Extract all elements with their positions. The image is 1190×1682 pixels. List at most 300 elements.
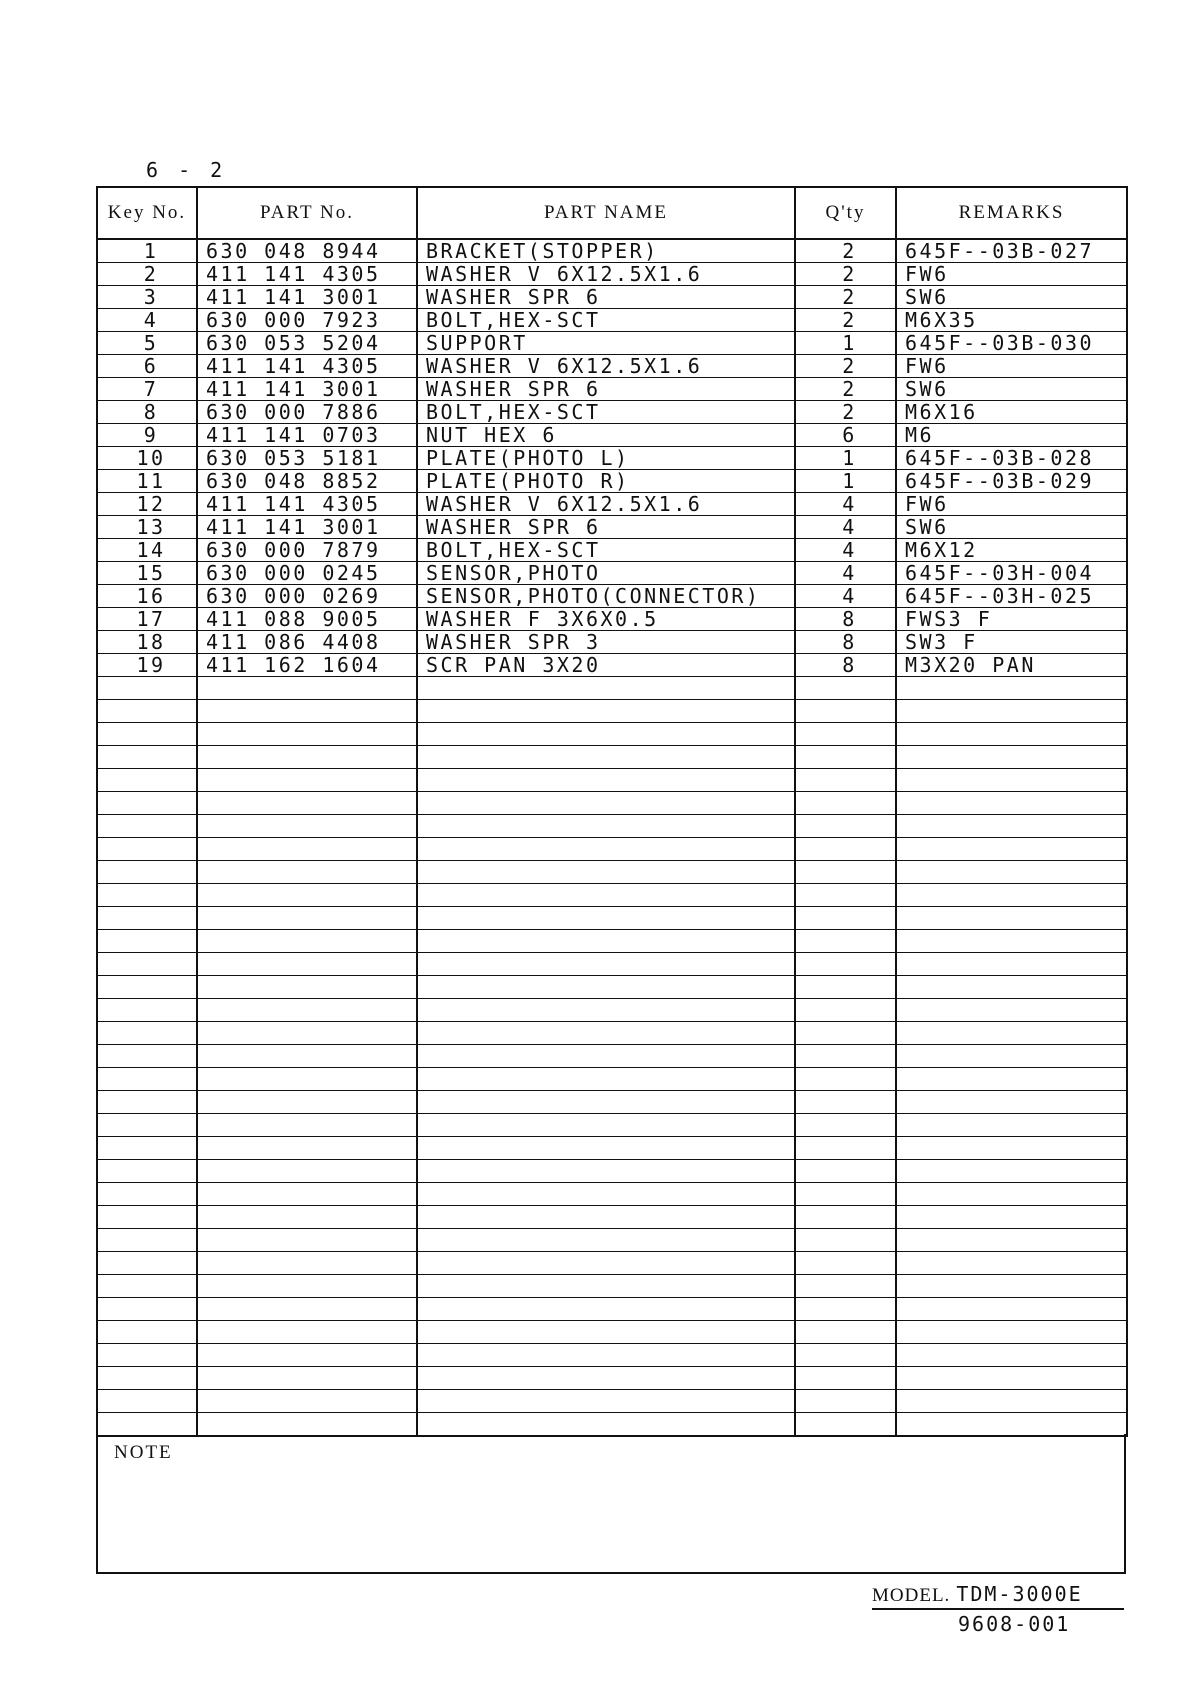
cell-part-no: 411 162 1604 <box>197 654 417 677</box>
model-label: MODEL. <box>872 1585 951 1606</box>
cell-part-no <box>197 1321 417 1344</box>
cell-part-no: 411 141 3001 <box>197 516 417 539</box>
cell-part-name: SENSOR,PHOTO <box>417 562 795 585</box>
cell-qty: 4 <box>795 539 896 562</box>
cell-qty <box>795 677 896 700</box>
cell-qty <box>795 1068 896 1091</box>
table-row <box>97 424 1127 447</box>
cell-key-no <box>97 815 197 838</box>
cell-part-no <box>197 1160 417 1183</box>
cell-remarks <box>896 953 1127 976</box>
cell-qty: 1 <box>795 447 896 470</box>
table-row <box>97 286 1127 309</box>
table-row <box>97 401 1127 424</box>
cell-part-no <box>197 1252 417 1275</box>
table-row <box>97 1252 1127 1275</box>
cell-qty <box>795 1321 896 1344</box>
cell-remarks: SW6 <box>896 286 1127 309</box>
cell-remarks: M3X20 PAN <box>896 654 1127 677</box>
cell-part-no <box>197 700 417 723</box>
cell-key-no <box>97 838 197 861</box>
cell-part-name <box>417 884 795 907</box>
cell-remarks <box>896 1275 1127 1298</box>
cell-qty: 2 <box>795 263 896 286</box>
cell-qty <box>795 1045 896 1068</box>
cell-qty: 8 <box>795 631 896 654</box>
cell-qty <box>795 1183 896 1206</box>
cell-remarks: SW6 <box>896 516 1127 539</box>
table-row <box>97 1068 1127 1091</box>
cell-part-name <box>417 1114 795 1137</box>
cell-qty <box>795 1298 896 1321</box>
cell-qty <box>795 838 896 861</box>
cell-key-no: 18 <box>97 631 197 654</box>
cell-qty <box>795 1091 896 1114</box>
cell-part-name <box>417 769 795 792</box>
cell-part-name <box>417 723 795 746</box>
cell-remarks <box>896 1344 1127 1367</box>
cell-part-name <box>417 1321 795 1344</box>
cell-part-no: 630 000 0245 <box>197 562 417 585</box>
table-row <box>97 493 1127 516</box>
cell-remarks <box>896 1114 1127 1137</box>
cell-part-no <box>197 1298 417 1321</box>
cell-part-name: NUT HEX 6 <box>417 424 795 447</box>
cell-part-no <box>197 861 417 884</box>
cell-part-name: BOLT,HEX-SCT <box>417 309 795 332</box>
cell-remarks <box>896 746 1127 769</box>
cell-part-name <box>417 1091 795 1114</box>
cell-part-name <box>417 1183 795 1206</box>
cell-qty <box>795 815 896 838</box>
cell-key-no <box>97 976 197 999</box>
cell-remarks <box>896 1091 1127 1114</box>
cell-qty <box>795 1229 896 1252</box>
cell-key-no: 16 <box>97 585 197 608</box>
cell-part-no <box>197 1229 417 1252</box>
cell-remarks <box>896 999 1127 1022</box>
cell-remarks <box>896 907 1127 930</box>
cell-part-no <box>197 1091 417 1114</box>
cell-part-no <box>197 1137 417 1160</box>
cell-part-name <box>417 746 795 769</box>
cell-part-name <box>417 930 795 953</box>
cell-key-no <box>97 1206 197 1229</box>
cell-remarks <box>896 1022 1127 1045</box>
cell-part-no <box>197 953 417 976</box>
cell-key-no <box>97 1275 197 1298</box>
cell-part-name: SENSOR,PHOTO(CONNECTOR) <box>417 585 795 608</box>
cell-qty <box>795 1367 896 1390</box>
table-row <box>97 585 1127 608</box>
cell-remarks: 645F--03B-028 <box>896 447 1127 470</box>
cell-part-no <box>197 792 417 815</box>
cell-part-name: BOLT,HEX-SCT <box>417 401 795 424</box>
cell-key-no <box>97 930 197 953</box>
table-row <box>97 654 1127 677</box>
cell-remarks <box>896 677 1127 700</box>
cell-key-no <box>97 1298 197 1321</box>
cell-key-no <box>97 700 197 723</box>
cell-part-no: 411 088 9005 <box>197 608 417 631</box>
cell-part-name <box>417 677 795 700</box>
cell-remarks <box>896 1229 1127 1252</box>
cell-qty <box>795 1160 896 1183</box>
cell-key-no <box>97 999 197 1022</box>
cell-part-no <box>197 999 417 1022</box>
table-row <box>97 976 1127 999</box>
table-row <box>97 884 1127 907</box>
cell-part-name <box>417 1344 795 1367</box>
cell-part-no <box>197 1367 417 1390</box>
cell-key-no: 15 <box>97 562 197 585</box>
cell-part-name <box>417 1160 795 1183</box>
table-header-row <box>97 187 1127 239</box>
cell-remarks <box>896 769 1127 792</box>
cell-part-name <box>417 1022 795 1045</box>
cell-key-no <box>97 1160 197 1183</box>
cell-remarks <box>896 1252 1127 1275</box>
cell-qty: 4 <box>795 562 896 585</box>
cell-part-no: 411 141 0703 <box>197 424 417 447</box>
cell-part-name <box>417 1137 795 1160</box>
table-row <box>97 1298 1127 1321</box>
cell-qty: 6 <box>795 424 896 447</box>
cell-part-name: WASHER V 6X12.5X1.6 <box>417 355 795 378</box>
cell-qty <box>795 1114 896 1137</box>
cell-key-no <box>97 1413 197 1437</box>
cell-part-no: 411 141 4305 <box>197 493 417 516</box>
cell-part-no: 411 141 3001 <box>197 286 417 309</box>
table-row <box>97 723 1127 746</box>
cell-part-name <box>417 976 795 999</box>
cell-remarks: SW6 <box>896 378 1127 401</box>
cell-part-name: PLATE(PHOTO L) <box>417 447 795 470</box>
header-key-no: Key No. <box>97 187 197 239</box>
cell-qty <box>795 700 896 723</box>
table-row <box>97 1045 1127 1068</box>
cell-part-name <box>417 1275 795 1298</box>
cell-part-no <box>197 723 417 746</box>
cell-part-no: 630 000 7886 <box>197 401 417 424</box>
cell-key-no: 17 <box>97 608 197 631</box>
cell-part-no <box>197 907 417 930</box>
cell-qty: 2 <box>795 286 896 309</box>
cell-qty: 4 <box>795 585 896 608</box>
cell-key-no <box>97 1367 197 1390</box>
cell-part-name <box>417 700 795 723</box>
cell-key-no: 3 <box>97 286 197 309</box>
cell-key-no <box>97 677 197 700</box>
cell-key-no: 6 <box>97 355 197 378</box>
table-row <box>97 677 1127 700</box>
cell-part-no: 630 053 5204 <box>197 332 417 355</box>
cell-part-no: 411 086 4408 <box>197 631 417 654</box>
table-row <box>97 239 1127 263</box>
cell-part-no <box>197 1183 417 1206</box>
cell-part-name <box>417 861 795 884</box>
cell-qty <box>795 999 896 1022</box>
cell-key-no <box>97 1068 197 1091</box>
model-line <box>872 1582 1124 1610</box>
cell-remarks: 645F--03B-029 <box>896 470 1127 493</box>
table-row <box>97 930 1127 953</box>
table-row <box>97 1183 1127 1206</box>
cell-qty <box>795 1206 896 1229</box>
cell-part-no <box>197 1114 417 1137</box>
cell-part-no <box>197 769 417 792</box>
cell-key-no: 4 <box>97 309 197 332</box>
cell-key-no: 2 <box>97 263 197 286</box>
cell-part-no <box>197 815 417 838</box>
cell-part-name: WASHER F 3X6X0.5 <box>417 608 795 631</box>
cell-part-no <box>197 1344 417 1367</box>
cell-key-no: 7 <box>97 378 197 401</box>
cell-qty: 4 <box>795 493 896 516</box>
cell-part-name <box>417 907 795 930</box>
table-row <box>97 1160 1127 1183</box>
cell-remarks <box>896 1390 1127 1413</box>
table-row <box>97 1367 1127 1390</box>
table-row <box>97 746 1127 769</box>
table-row <box>97 539 1127 562</box>
cell-remarks <box>896 838 1127 861</box>
cell-qty <box>795 1252 896 1275</box>
cell-remarks <box>896 1045 1127 1068</box>
table-row <box>97 769 1127 792</box>
cell-key-no <box>97 884 197 907</box>
cell-part-no <box>197 1413 417 1437</box>
cell-part-name: WASHER SPR 6 <box>417 378 795 401</box>
cell-key-no <box>97 1252 197 1275</box>
cell-qty <box>795 953 896 976</box>
cell-qty <box>795 1413 896 1437</box>
parts-table <box>96 186 1128 1437</box>
cell-remarks <box>896 815 1127 838</box>
cell-part-name <box>417 1413 795 1437</box>
cell-remarks <box>896 1068 1127 1091</box>
cell-remarks <box>896 1183 1127 1206</box>
cell-remarks <box>896 1367 1127 1390</box>
table-row <box>97 631 1127 654</box>
cell-part-name <box>417 1390 795 1413</box>
cell-part-no <box>197 746 417 769</box>
header-part-name: PART NAME <box>417 187 795 239</box>
cell-qty <box>795 884 896 907</box>
table-row <box>97 792 1127 815</box>
cell-part-no <box>197 884 417 907</box>
table-row <box>97 378 1127 401</box>
cell-remarks: M6X16 <box>896 401 1127 424</box>
cell-part-no: 630 000 0269 <box>197 585 417 608</box>
cell-remarks: M6X35 <box>896 309 1127 332</box>
cell-qty <box>795 930 896 953</box>
cell-key-no <box>97 1321 197 1344</box>
cell-part-name <box>417 999 795 1022</box>
cell-qty: 1 <box>795 332 896 355</box>
cell-part-no <box>197 1275 417 1298</box>
table-row <box>97 861 1127 884</box>
document-code: 9608-001 <box>958 1612 1071 1636</box>
table-row <box>97 1091 1127 1114</box>
cell-qty: 1 <box>795 470 896 493</box>
cell-key-no <box>97 1229 197 1252</box>
cell-part-name: WASHER SPR 3 <box>417 631 795 654</box>
cell-remarks <box>896 1137 1127 1160</box>
table-row <box>97 1344 1127 1367</box>
table-row <box>97 907 1127 930</box>
cell-qty <box>795 746 896 769</box>
cell-key-no: 5 <box>97 332 197 355</box>
cell-key-no <box>97 1344 197 1367</box>
cell-part-name: WASHER V 6X12.5X1.6 <box>417 493 795 516</box>
table-row <box>97 1137 1127 1160</box>
table-row <box>97 838 1127 861</box>
cell-part-name: SUPPORT <box>417 332 795 355</box>
cell-part-name: PLATE(PHOTO R) <box>417 470 795 493</box>
cell-part-no <box>197 976 417 999</box>
note-box <box>96 1434 1126 1574</box>
cell-qty <box>795 723 896 746</box>
cell-qty: 2 <box>795 355 896 378</box>
cell-part-no: 411 141 4305 <box>197 263 417 286</box>
cell-remarks: FWS3 F <box>896 608 1127 631</box>
cell-part-name: BRACKET(STOPPER) <box>417 239 795 263</box>
cell-part-name: BOLT,HEX-SCT <box>417 539 795 562</box>
cell-part-name: WASHER SPR 6 <box>417 286 795 309</box>
cell-qty <box>795 1390 896 1413</box>
cell-part-name <box>417 1367 795 1390</box>
cell-remarks: 645F--03B-027 <box>896 239 1127 263</box>
cell-remarks <box>896 723 1127 746</box>
cell-qty <box>795 976 896 999</box>
cell-remarks <box>896 700 1127 723</box>
table-row <box>97 953 1127 976</box>
cell-qty: 8 <box>795 608 896 631</box>
cell-key-no: 10 <box>97 447 197 470</box>
cell-part-name: WASHER SPR 6 <box>417 516 795 539</box>
table-row <box>97 355 1127 378</box>
cell-part-no <box>197 1390 417 1413</box>
cell-part-name <box>417 1045 795 1068</box>
cell-qty <box>795 861 896 884</box>
cell-key-no: 8 <box>97 401 197 424</box>
cell-key-no: 11 <box>97 470 197 493</box>
cell-remarks: SW3 F <box>896 631 1127 654</box>
cell-key-no <box>97 792 197 815</box>
cell-qty <box>795 769 896 792</box>
cell-part-no: 630 048 8944 <box>197 239 417 263</box>
cell-key-no <box>97 1114 197 1137</box>
cell-key-no <box>97 953 197 976</box>
cell-part-no <box>197 1045 417 1068</box>
cell-remarks <box>896 976 1127 999</box>
cell-qty: 2 <box>795 378 896 401</box>
table-row <box>97 1275 1127 1298</box>
cell-remarks <box>896 1298 1127 1321</box>
cell-key-no <box>97 769 197 792</box>
cell-part-no <box>197 1022 417 1045</box>
cell-part-name <box>417 953 795 976</box>
cell-part-name: SCR PAN 3X20 <box>417 654 795 677</box>
table-row <box>97 1413 1127 1437</box>
cell-key-no <box>97 907 197 930</box>
header-part-no: PART No. <box>197 187 417 239</box>
cell-key-no <box>97 1390 197 1413</box>
cell-remarks <box>896 792 1127 815</box>
cell-key-no: 9 <box>97 424 197 447</box>
page-reference: 6 - 2 <box>146 158 227 182</box>
cell-part-no: 411 141 4305 <box>197 355 417 378</box>
cell-key-no: 1 <box>97 239 197 263</box>
cell-qty: 2 <box>795 401 896 424</box>
cell-qty <box>795 1137 896 1160</box>
cell-part-name <box>417 1229 795 1252</box>
cell-key-no <box>97 1022 197 1045</box>
cell-part-no <box>197 838 417 861</box>
cell-key-no: 19 <box>97 654 197 677</box>
cell-key-no <box>97 1137 197 1160</box>
cell-part-no: 630 000 7879 <box>197 539 417 562</box>
cell-key-no <box>97 723 197 746</box>
cell-qty <box>795 1344 896 1367</box>
cell-qty: 2 <box>795 239 896 263</box>
cell-remarks: 645F--03B-030 <box>896 332 1127 355</box>
cell-remarks: FW6 <box>896 355 1127 378</box>
cell-part-no <box>197 930 417 953</box>
cell-part-name <box>417 838 795 861</box>
note-label: NOTE <box>114 1442 173 1463</box>
cell-part-no <box>197 1068 417 1091</box>
cell-part-name <box>417 1068 795 1091</box>
model-value: TDM-3000E <box>956 1582 1083 1606</box>
cell-part-no: 411 141 3001 <box>197 378 417 401</box>
cell-remarks <box>896 1160 1127 1183</box>
cell-part-no <box>197 1206 417 1229</box>
cell-key-no: 12 <box>97 493 197 516</box>
cell-remarks <box>896 861 1127 884</box>
cell-remarks <box>896 930 1127 953</box>
cell-remarks: M6X12 <box>896 539 1127 562</box>
table-row <box>97 1229 1127 1252</box>
cell-part-no: 630 053 5181 <box>197 447 417 470</box>
table-row <box>97 999 1127 1022</box>
cell-qty <box>795 907 896 930</box>
cell-key-no: 13 <box>97 516 197 539</box>
table-row <box>97 1022 1127 1045</box>
cell-qty: 2 <box>795 309 896 332</box>
cell-key-no: 14 <box>97 539 197 562</box>
table-row <box>97 470 1127 493</box>
header-remarks: REMARKS <box>896 187 1127 239</box>
table-row <box>97 263 1127 286</box>
cell-qty <box>795 792 896 815</box>
cell-remarks: M6 <box>896 424 1127 447</box>
cell-remarks: FW6 <box>896 493 1127 516</box>
cell-qty: 4 <box>795 516 896 539</box>
table-row <box>97 1206 1127 1229</box>
cell-remarks <box>896 1413 1127 1437</box>
cell-part-name <box>417 792 795 815</box>
cell-key-no <box>97 861 197 884</box>
cell-part-no <box>197 677 417 700</box>
table-row <box>97 332 1127 355</box>
cell-key-no <box>97 1091 197 1114</box>
parts-table-body <box>97 239 1127 1436</box>
cell-remarks: 645F--03H-025 <box>896 585 1127 608</box>
cell-part-name <box>417 1298 795 1321</box>
cell-remarks <box>896 1206 1127 1229</box>
